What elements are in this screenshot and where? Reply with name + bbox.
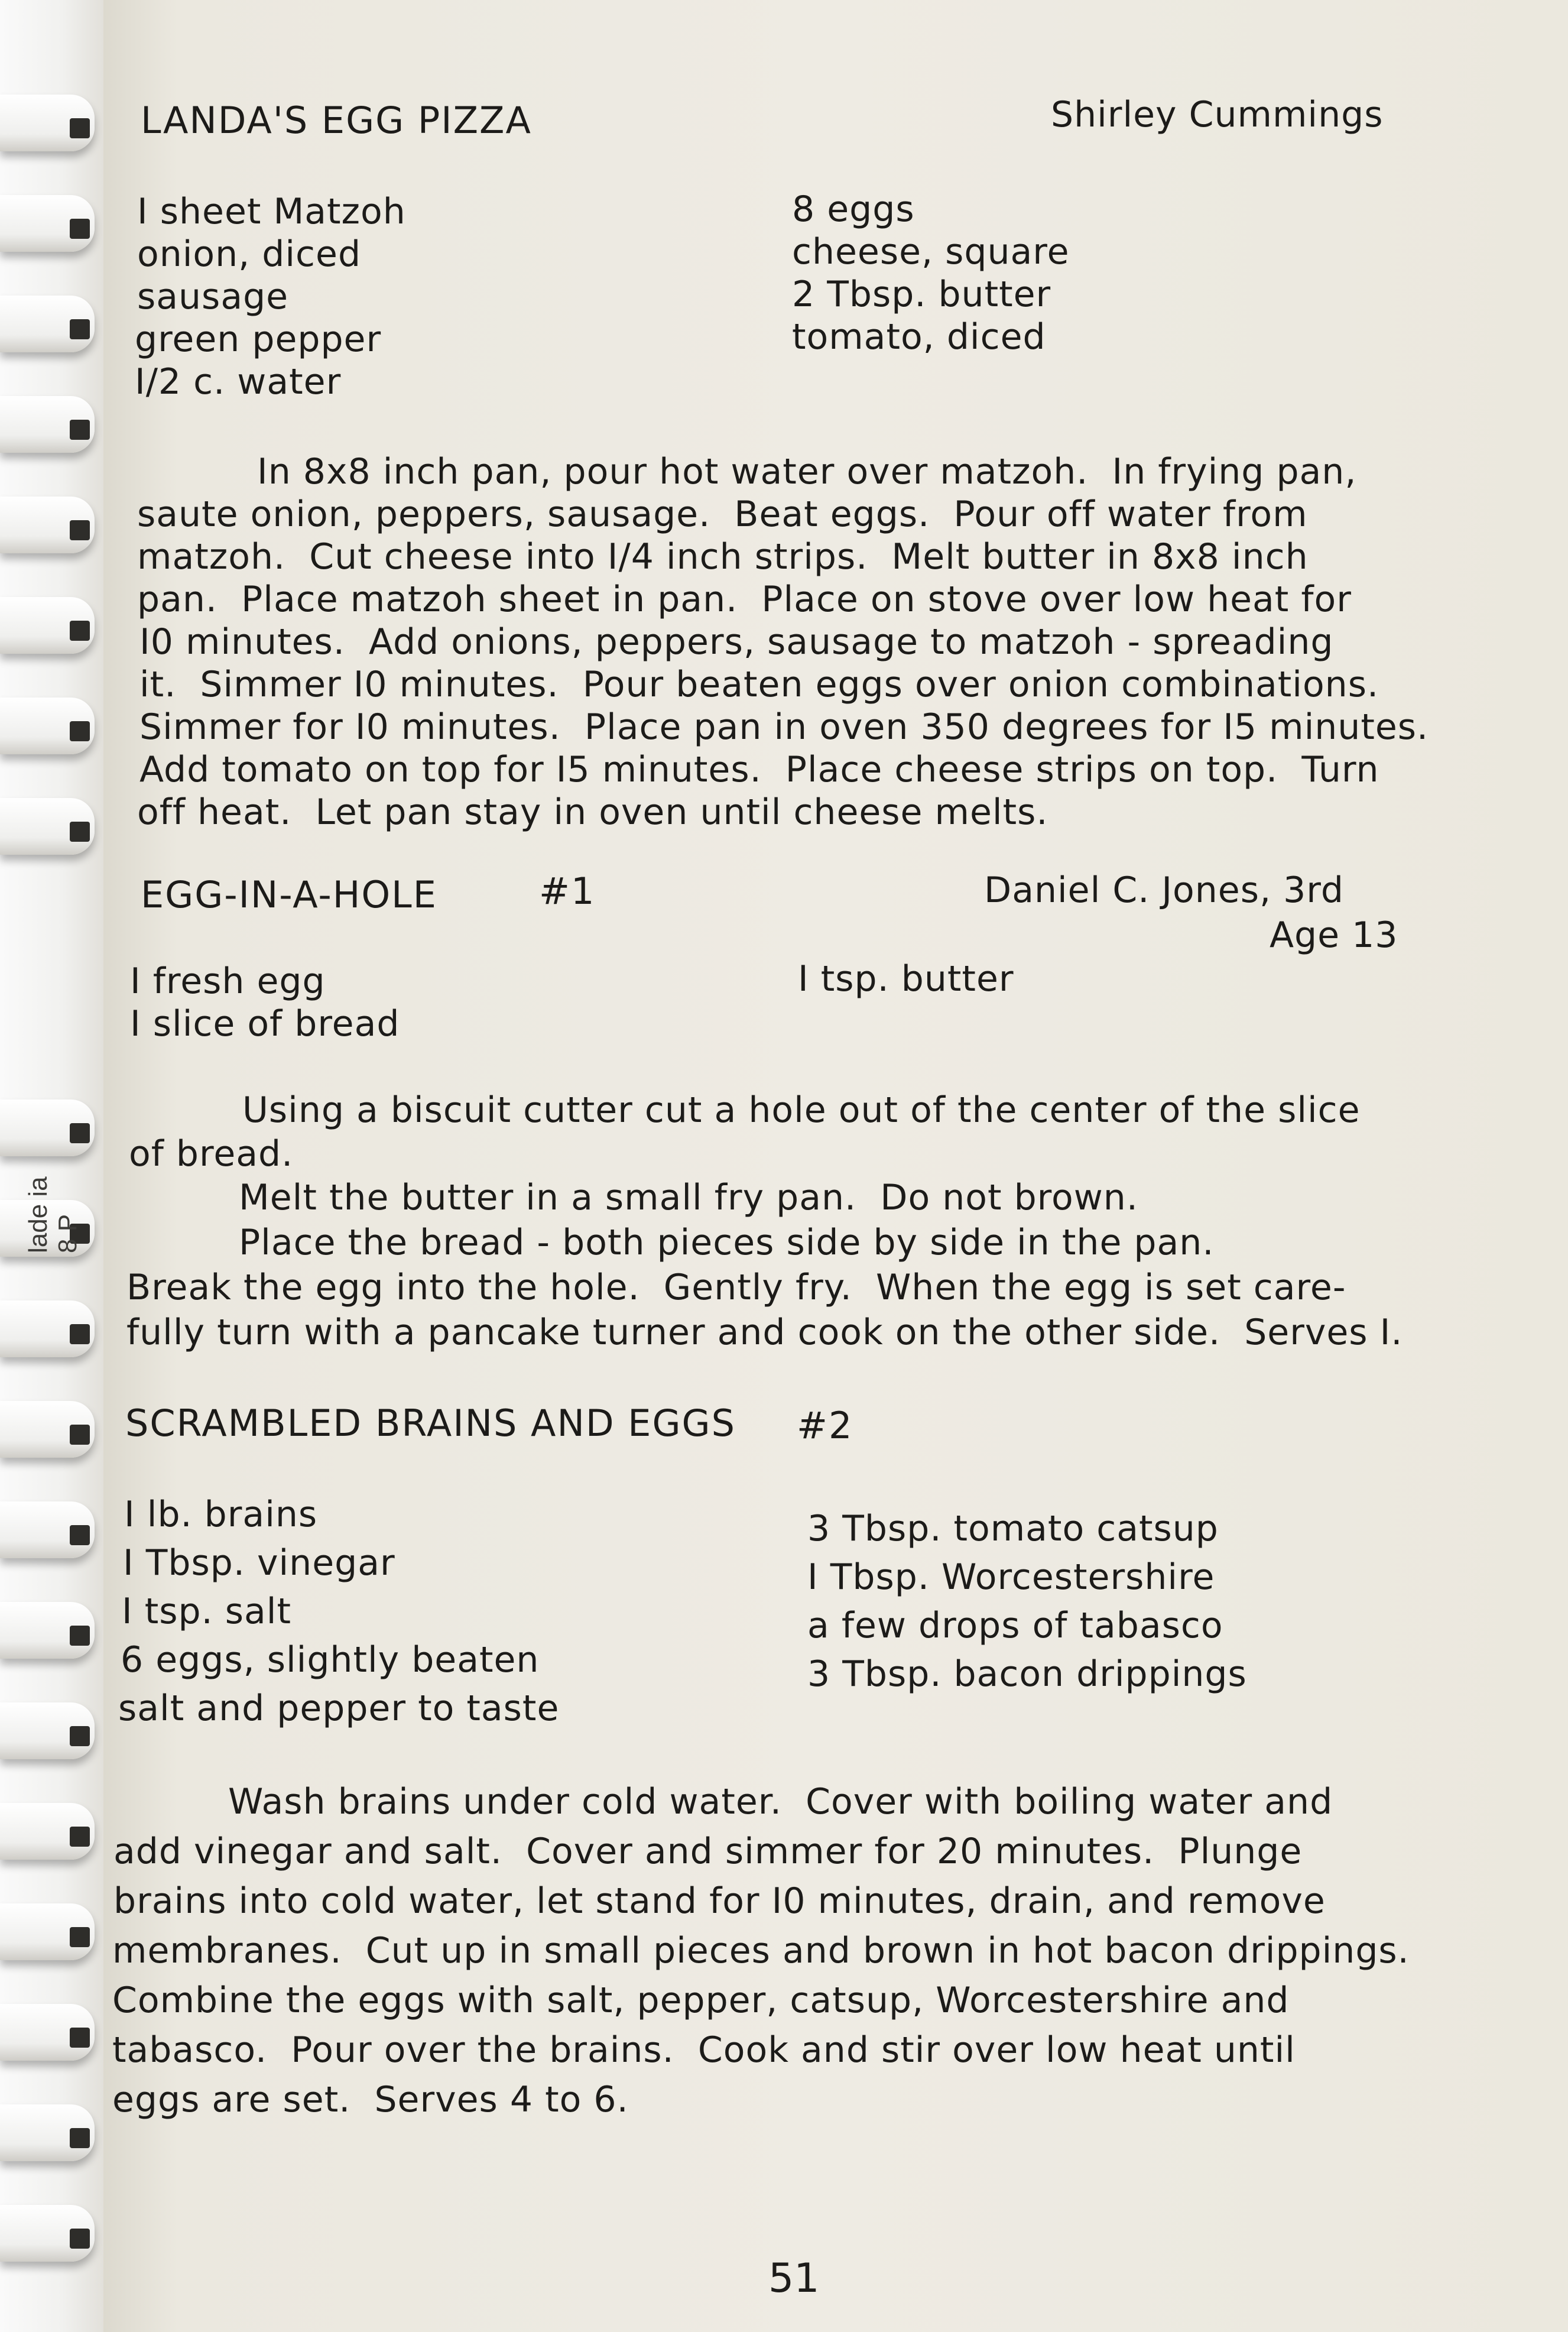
binding-hole bbox=[70, 2028, 90, 2048]
direction-line: Place the bread - both pieces side by side in the pan. bbox=[239, 1222, 1215, 1263]
binding-ring bbox=[0, 95, 95, 151]
ingredient-item: 8 eggs bbox=[792, 189, 915, 230]
ingredient-item: I Tbsp. vinegar bbox=[123, 1542, 395, 1584]
binding-hole bbox=[70, 219, 90, 239]
binding-ring bbox=[0, 798, 95, 855]
binding-ring bbox=[0, 1803, 95, 1860]
ingredient-item: sausage bbox=[137, 276, 289, 317]
binding-ring bbox=[0, 2205, 95, 2262]
recipe-author-note: Age 13 bbox=[1270, 914, 1398, 956]
direction-line: saute onion, peppers, sausage. Beat eggs. Pour off water from bbox=[137, 494, 1308, 535]
binding-ring bbox=[0, 1501, 95, 1558]
spiral-binding bbox=[0, 0, 103, 2332]
binding-ring bbox=[0, 2004, 95, 2061]
direction-line: Break the egg into the hole. Gently fry. When the egg is set care- bbox=[126, 1267, 1346, 1308]
ingredient-item: I fresh egg bbox=[130, 961, 326, 1002]
ingredient-item: green pepper bbox=[135, 319, 382, 360]
direction-line: Simmer for I0 minutes. Place pan in oven 350 degrees for I5 minutes. bbox=[139, 706, 1429, 748]
direction-line: membranes. Cut up in small pieces and brown in hot bacon drippings. bbox=[112, 1930, 1410, 1971]
binding-ring bbox=[0, 1903, 95, 1960]
page-number: 51 bbox=[768, 2255, 820, 2302]
direction-line: Wash brains under cold water. Cover with boiling water and bbox=[228, 1781, 1333, 1822]
direction-line: eggs are set. Serves 4 to 6. bbox=[112, 2079, 629, 2120]
recipe-author: Shirley Cummings bbox=[1051, 94, 1384, 135]
recipe-title: SCRAMBLED BRAINS AND EGGS bbox=[125, 1402, 736, 1445]
ingredient-item: 2 Tbsp. butter bbox=[792, 274, 1051, 315]
direction-line: Using a biscuit cutter cut a hole out of the center of the slice bbox=[242, 1089, 1361, 1131]
binding-hole bbox=[70, 118, 90, 138]
binding-ring bbox=[0, 497, 95, 553]
direction-line: Combine the eggs with salt, pepper, catsup, Worcestershire and bbox=[112, 1980, 1290, 2021]
ingredient-item: I sheet Matzoh bbox=[137, 191, 406, 232]
binding-hole bbox=[70, 1626, 90, 1646]
binding-hole bbox=[70, 1425, 90, 1445]
direction-line: off heat. Let pan stay in oven until cheese melts. bbox=[137, 792, 1048, 833]
direction-line: fully turn with a pancake turner and cook on the other side. Serves I. bbox=[126, 1312, 1403, 1353]
binding-hole bbox=[70, 822, 90, 842]
direction-line: matzoh. Cut cheese into I/4 inch strips. Melt butter in 8x8 inch bbox=[137, 536, 1309, 578]
ingredient-item: I Tbsp. Worcestershire bbox=[807, 1556, 1215, 1598]
binding-ring bbox=[0, 597, 95, 654]
binding-ring bbox=[0, 1099, 95, 1156]
direction-line: it. Simmer I0 minutes. Pour beaten eggs over onion combinations. bbox=[139, 664, 1379, 705]
recipe-author: Daniel C. Jones, 3rd bbox=[984, 870, 1344, 911]
binding-hole bbox=[70, 721, 90, 741]
binding-hole bbox=[70, 1726, 90, 1746]
binding-hole bbox=[70, 420, 90, 440]
binding-hole bbox=[70, 520, 90, 540]
binding-hole bbox=[70, 1927, 90, 1947]
ingredient-item: cheese, square bbox=[792, 231, 1070, 273]
recipe-number: #2 bbox=[797, 1404, 853, 1447]
binding-ring bbox=[0, 1702, 95, 1759]
binding-ring bbox=[0, 396, 95, 453]
binding-hole bbox=[70, 1324, 90, 1344]
direction-line: pan. Place matzoh sheet in pan. Place on stove over low heat for bbox=[137, 579, 1352, 620]
ingredient-item: 3 Tbsp. bacon drippings bbox=[807, 1653, 1247, 1695]
direction-line: Melt the butter in a small fry pan. Do not brown. bbox=[239, 1177, 1138, 1218]
direction-line: add vinegar and salt. Cover and simmer for 20 minutes. Plunge bbox=[113, 1831, 1303, 1872]
binding-hole bbox=[70, 1827, 90, 1847]
direction-line: tabasco. Pour over the brains. Cook and stir over low heat until bbox=[112, 2029, 1296, 2071]
direction-line: of bread. bbox=[129, 1133, 294, 1175]
ingredient-item: I tsp. butter bbox=[798, 958, 1014, 1000]
binding-ring bbox=[0, 1602, 95, 1659]
binding-ring bbox=[0, 195, 95, 252]
binding-ring bbox=[0, 296, 95, 352]
binding-ring bbox=[0, 2104, 95, 2161]
recipe-title: EGG-IN-A-HOLE bbox=[141, 873, 437, 916]
binding-ring bbox=[0, 1401, 95, 1458]
binding-hole bbox=[70, 2128, 90, 2148]
binding-ring bbox=[0, 698, 95, 754]
ingredient-item: a few drops of tabasco bbox=[807, 1605, 1223, 1646]
binding-ring bbox=[0, 1300, 95, 1357]
ingredient-item: I lb. brains bbox=[124, 1494, 318, 1535]
previous-page-fragment: lade ia 8 P bbox=[24, 1176, 82, 1253]
ingredient-item: salt and pepper to taste bbox=[118, 1688, 560, 1729]
direction-line: In 8x8 inch pan, pour hot water over matzoh. In frying pan, bbox=[257, 451, 1357, 492]
binding-hole bbox=[70, 319, 90, 339]
ingredient-item: onion, diced bbox=[137, 233, 362, 275]
ingredient-item: I/2 c. water bbox=[135, 361, 342, 403]
binding-hole bbox=[70, 621, 90, 641]
binding-hole bbox=[70, 2229, 90, 2249]
ingredient-item: I slice of bread bbox=[130, 1003, 400, 1045]
direction-line: I0 minutes. Add onions, peppers, sausage to matzoh - spreading bbox=[139, 621, 1334, 663]
binding-hole bbox=[70, 1525, 90, 1545]
direction-line: brains into cold water, let stand for I0 minutes, drain, and remove bbox=[113, 1880, 1326, 1922]
recipe-title: LANDA'S EGG PIZZA bbox=[141, 99, 532, 142]
recipe-number: #1 bbox=[539, 870, 596, 913]
binding-hole bbox=[70, 1123, 90, 1143]
ingredient-item: tomato, diced bbox=[792, 316, 1046, 358]
direction-line: Add tomato on top for I5 minutes. Place cheese strips on top. Turn bbox=[139, 749, 1379, 790]
ingredient-item: 3 Tbsp. tomato catsup bbox=[807, 1508, 1219, 1549]
ingredient-item: I tsp. salt bbox=[122, 1591, 292, 1632]
ingredient-item: 6 eggs, slightly beaten bbox=[121, 1639, 540, 1681]
